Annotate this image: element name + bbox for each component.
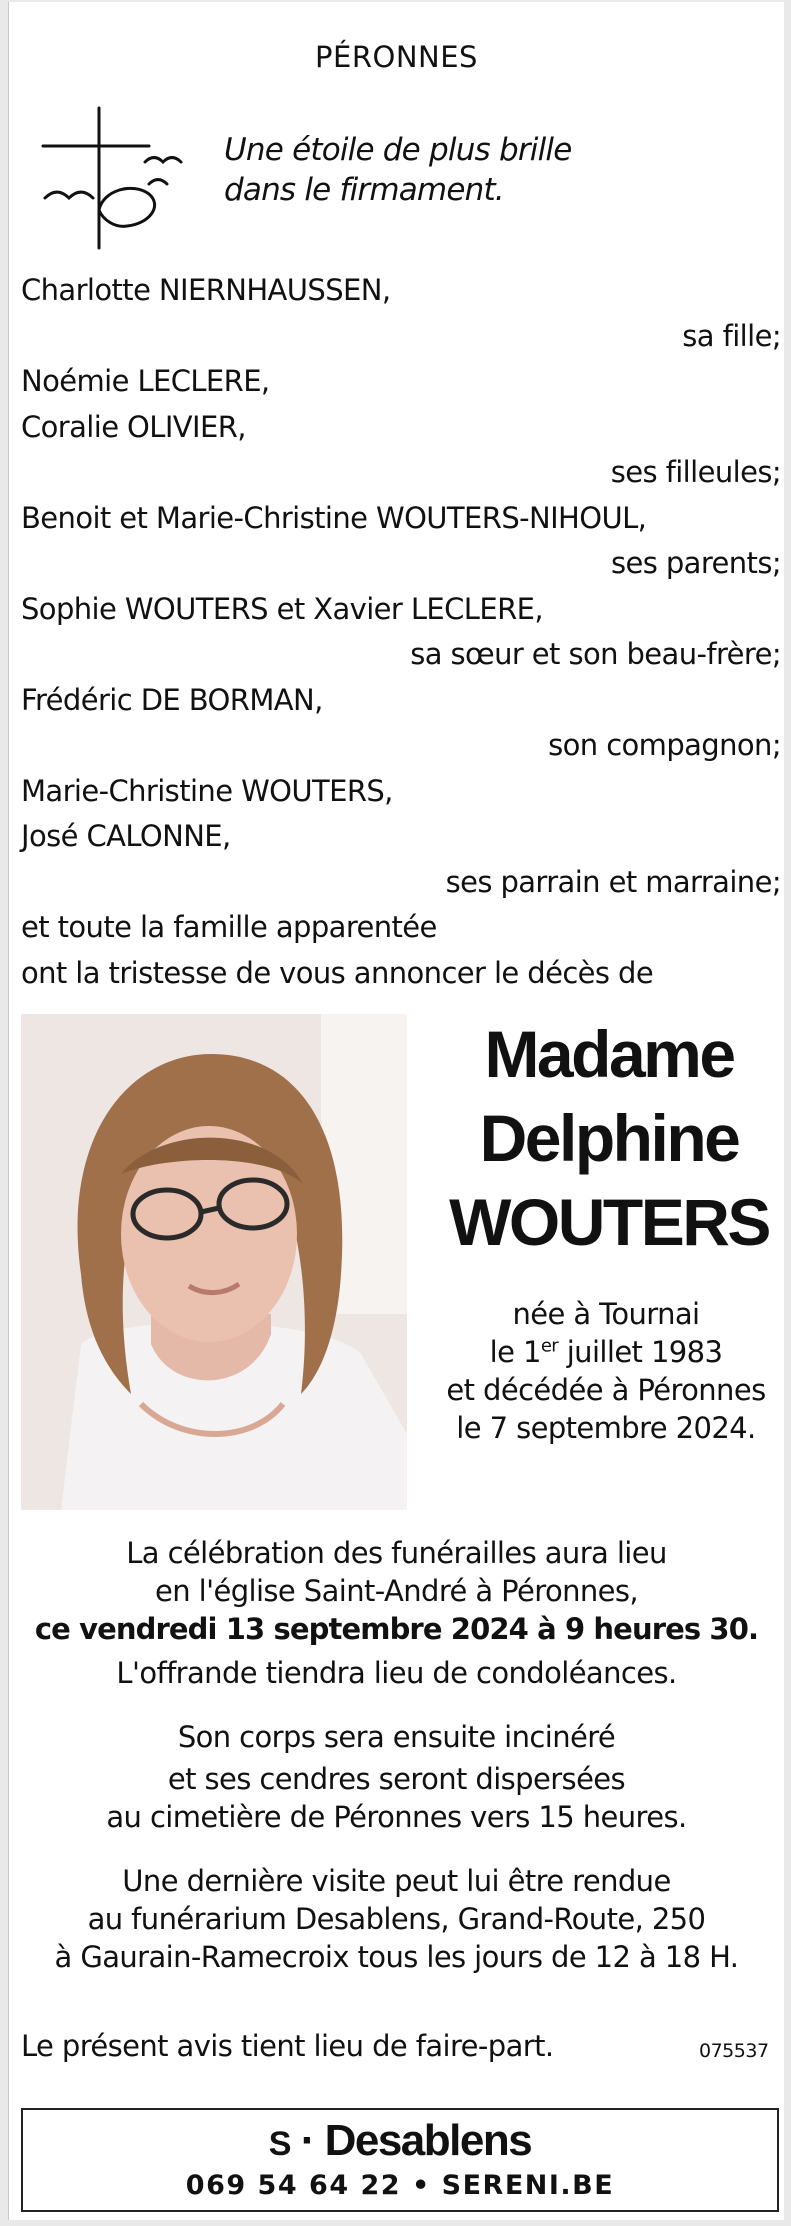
deceased-last-name: WOUTERS (449, 1185, 769, 1259)
family-member-line: Coralie OLIVIER, (21, 409, 246, 444)
death-place: et décédée à Péronnes (446, 1373, 766, 1407)
family-member-line: ont la tristesse de vous annoncer le décès de (21, 955, 654, 990)
birth-date-prefix: le 1 (489, 1335, 541, 1369)
family-member-line: Charlotte NIERNHAUSSEN, (21, 273, 391, 307)
portrait-illustration (21, 1014, 407, 1510)
cremation-line: au cimetière de Péronnes vers 15 heures. (106, 1800, 687, 1834)
deceased-portrait (21, 1014, 407, 1510)
brand-separator: · (300, 2116, 314, 2165)
family-member-line: son compagnon; (548, 728, 781, 762)
deceased-title: Madame (484, 1017, 734, 1091)
family-member-line: ses parents; (610, 546, 781, 580)
ceremony-line: en l'église Saint-André à Péronnes, (154, 1574, 639, 1608)
family-member-line: José CALONNE, (21, 819, 231, 853)
funeral-home-contact (23, 2170, 777, 2201)
epitaph-line: dans le firmament. (224, 172, 504, 208)
ceremony-line: La célébration des funérailles aura lieu (126, 1536, 667, 1570)
death-date: le 7 septembre 2024. (456, 1411, 756, 1445)
obituary-notice (8, 2, 784, 2220)
visit-line: au funérarium Desablens, Grand-Route, 250 (87, 1902, 706, 1936)
family-member-line: et toute la famille apparentée (21, 910, 437, 944)
cross-and-birds-icon (37, 102, 187, 252)
family-member-line: Frédéric DE BORMAN, (21, 682, 323, 717)
town-heading: PÉRONNES (315, 40, 478, 74)
offering-note: L'offrande tiendra lieu de condoléances. (116, 1656, 677, 1690)
epitaph-line: Une étoile de plus brille (224, 132, 572, 168)
family-member-line: sa sœur et son beau-frère; (410, 637, 781, 671)
phone-number: 069 54 64 22 (185, 2170, 402, 2201)
closing-note: Le présent avis tient lieu de faire-part. (21, 2029, 554, 2063)
family-member-line: sa fille; (682, 318, 781, 353)
brand-name: Desablens (324, 2116, 532, 2165)
reference-number: 075537 (699, 2040, 769, 2062)
visit-line: à Gaurain-Ramecroix tous les jours de 12 à 18 H. (54, 1940, 739, 1974)
family-member-line: Sophie WOUTERS et Xavier LECLERE, (21, 591, 543, 626)
family-member-line: Benoit et Marie-Christine WOUTERS-NIHOUL, (21, 500, 647, 535)
birth-date-ordinal: er (540, 1335, 559, 1357)
funeral-home-footer (21, 2108, 779, 2212)
funeral-home-brand (23, 2116, 777, 2166)
deceased-first-name: Delphine (479, 1101, 739, 1175)
ceremony-date: ce vendredi 13 septembre 2024 à 9 heures 30. (34, 1612, 759, 1646)
visit-line: Une dernière visite peut lui être rendue (122, 1864, 671, 1898)
family-member-line: Noémie LECLERE, (21, 364, 270, 398)
birth-place: née à Tournai (512, 1297, 700, 1331)
family-member-line: ses parrain et marraine; (445, 864, 781, 899)
cremation-line: Son corps sera ensuite incinéré (177, 1720, 616, 1754)
epitaph-quote (224, 130, 572, 210)
family-member-line: ses filleules; (610, 455, 781, 489)
website-link[interactable]: SERENI.BE (441, 2170, 615, 2201)
birth-date (421, 1332, 791, 1372)
family-member-line: Marie-Christine WOUTERS, (21, 773, 393, 808)
family-list (21, 268, 781, 996)
cremation-line: et ses cendres seront dispersées (167, 1762, 626, 1796)
contact-separator: • (411, 2170, 431, 2201)
brand-initial: S (268, 2125, 290, 2163)
birth-date-suffix: juillet 1983 (558, 1335, 723, 1369)
